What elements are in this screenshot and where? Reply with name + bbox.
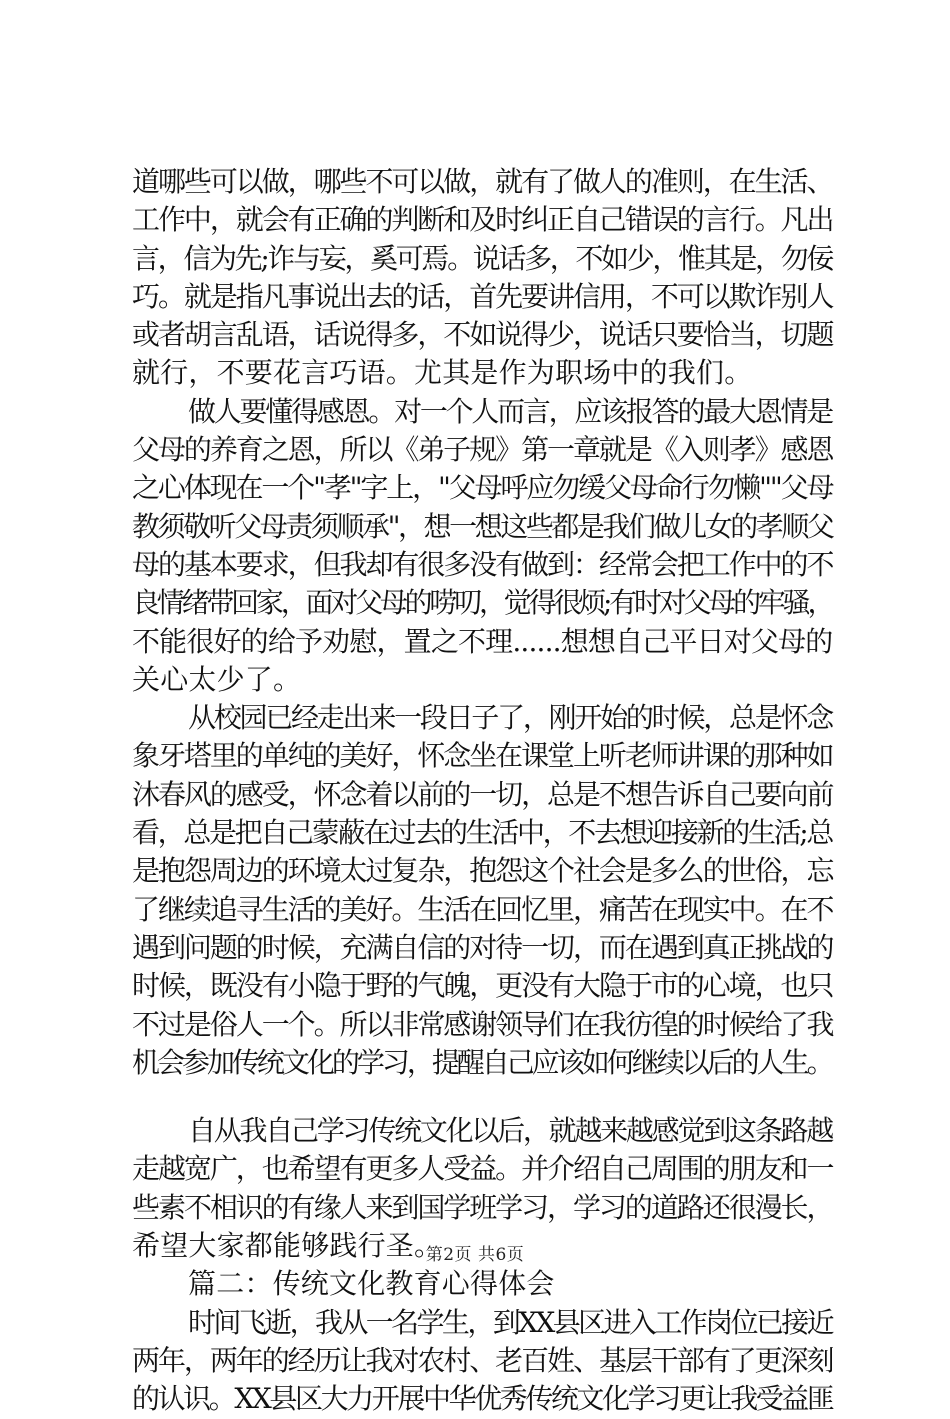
text-line: 就行，不要花言巧语。尤其是作为职场中的我们。 [132, 356, 753, 390]
paragraph-conduct-rules [132, 163, 832, 393]
page-footer: 第2页 共6页 [425, 1245, 525, 1265]
text-line: 沐春风的感受，怀念着以前的一切，总是不想告诉自己要向前 [132, 777, 833, 811]
text-line: 希望大家都能够践行圣。 [132, 1229, 443, 1263]
text-line: 或者胡言乱语，话说得多，不如说得少，说话只要恰当，切题 [132, 318, 833, 352]
text-line: 做人要懂得感恩。对一个人而言，应该报答的最大恩情是 [188, 394, 833, 428]
text-line: 走越宽广，也希望有更多人受益。并介绍自己周围的朋友和一 [132, 1152, 833, 1186]
text-line: 父母的养育之恩，所以《弟子规》第一章就是《入则孝》感恩 [132, 433, 833, 467]
document-body [132, 163, 832, 1419]
text-line: 不过是俗人一个。所以非常感谢领导们在我彷徨的时候给了我 [132, 1007, 833, 1041]
text-line: 巧。就是指凡事说出去的话，首先要讲信用，不可以欺诈别人 [132, 279, 833, 313]
paragraph-campus [132, 699, 832, 1082]
paragraph-gratitude [132, 393, 832, 699]
text-line: 篇二：传统文化教育心得体会 [188, 1267, 555, 1301]
text-line: 不能很好的给予劝慰，置之不理......想想自己平日对父母的 [132, 624, 833, 658]
text-line: 自从我自己学习传统文化以后，就越来越感觉到这条路越 [188, 1114, 833, 1148]
text-line: 象牙塔里的单纯的美好，怀念坐在课堂上听老师讲课的那种如 [132, 739, 833, 773]
paragraph-county [132, 1304, 832, 1419]
text-line: 关心太少了。 [132, 662, 302, 696]
text-line: 从校园已经走出来一段日子了，刚开始的时候，总是怀念 [188, 701, 833, 735]
text-line: 机会参加传统文化的学习，提醒自己应该如何继续以后的人生。 [132, 1045, 832, 1079]
text-line: 遇到问题的时候，充满自信的对待一切，而在遇到真正挑战的 [132, 930, 833, 964]
text-line: 是抱怨周边的环境太过复杂，抱怨这个社会是多么的世俗，忘 [132, 854, 833, 888]
text-line: 道哪些可以做，哪些不可以做，就有了做人的准则，在生活、 [132, 165, 833, 198]
text-line: 时间飞逝，我从一名学生，到XX县区进入工作岗位已接近 [188, 1305, 833, 1339]
text-line: 两年，两年的经历让我对农村、老百姓、基层干部有了更深刻 [132, 1343, 833, 1377]
paragraph-spacer [132, 1082, 832, 1112]
text-line: 看，总是把自己蒙蔽在过去的生活中，不去想迎接新的生活;总 [132, 816, 833, 850]
text-line: 时候，既没有小隐于野的气魄，更没有大隐于市的心境，也只 [132, 969, 833, 1003]
text-line: 教须敬听父母责须顺承"，想一想这些都是我们做儿女的孝顺父 [132, 509, 833, 543]
text-line: 的认识。XX县区大力开展中华优秀传统文化学习更让我受益匪 [132, 1382, 833, 1416]
text-line: 些素不相识的有缘人来到国学班学习，学习的道路还很漫长， [132, 1190, 833, 1224]
text-line: 之心体现在一个"孝"字上，"父母呼应勿缓父母命行勿懒""父母 [132, 471, 833, 505]
section-heading [132, 1265, 832, 1303]
text-line: 工作中，就会有正确的判断和及时纠正自己错误的言行。凡出 [132, 203, 833, 237]
text-line: 母的基本要求，但我却有很多没有做到：经常会把工作中的不 [132, 547, 833, 581]
text-line: 了继续追寻生活的美好。生活在回忆里，痛苦在现实中。在不 [132, 892, 833, 926]
text-line: 良情绪带回家，面对父母的唠叨，觉得很烦;有时对父母的牢骚， [132, 586, 833, 620]
text-line: 言，信为先;诈与妄，奚可焉。说话多，不如少，惟其是，勿佞 [132, 241, 833, 275]
